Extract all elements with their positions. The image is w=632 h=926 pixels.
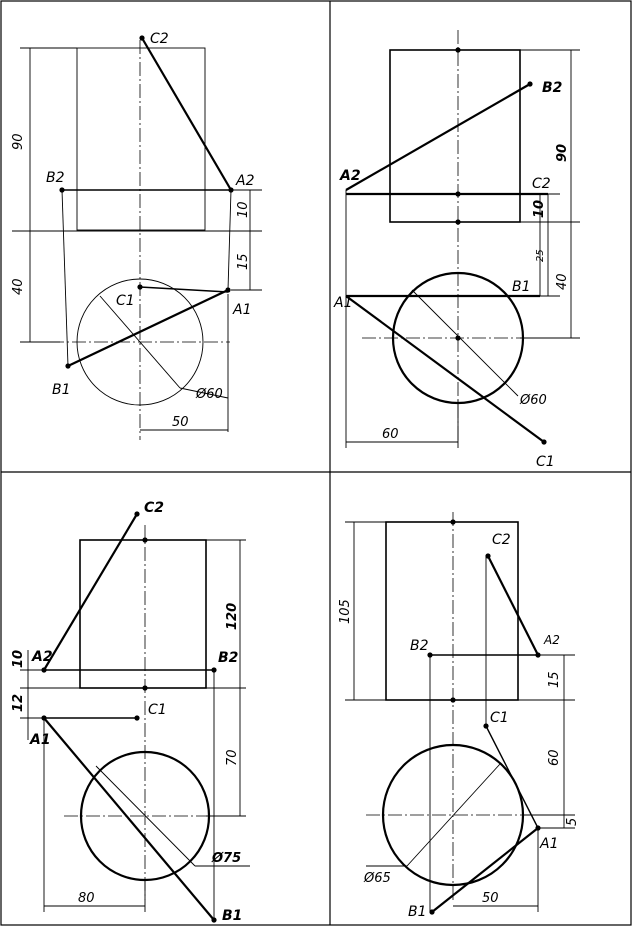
cylinder-front-view	[390, 50, 520, 222]
dim-dia: Ø60	[196, 387, 223, 402]
label-c1: C1	[490, 710, 509, 726]
label-c1: C1	[536, 454, 555, 470]
dim-60: 60	[547, 749, 562, 766]
segment-c2-a2	[142, 38, 231, 190]
dim-50: 50	[482, 891, 499, 906]
dim-15: 15	[236, 253, 251, 270]
segment-c2-a2	[488, 556, 538, 655]
dim-50: 50	[172, 415, 189, 430]
dim-dia: Ø60	[520, 393, 547, 408]
dim-15: 15	[547, 671, 562, 688]
dim-40: 40	[11, 278, 26, 295]
label-b1: B1	[52, 382, 71, 398]
label-a1: A1	[334, 295, 353, 311]
label-a2: A2	[32, 649, 53, 665]
dim-5: 5	[565, 817, 580, 826]
dim-12: 12	[11, 693, 26, 712]
label-a1: A1	[540, 836, 559, 852]
label-b2: B2	[46, 170, 65, 186]
projection-line	[228, 190, 231, 290]
projection-line	[62, 190, 68, 366]
label-b1: B1	[512, 279, 531, 295]
segment-c1-a1	[486, 726, 538, 828]
panel-3	[11, 500, 250, 924]
label-c1: C1	[116, 293, 135, 309]
dim-10: 10	[236, 201, 251, 218]
dim-90: 90	[11, 133, 26, 150]
panel-2	[333, 30, 580, 470]
label-b2: B2	[542, 80, 563, 96]
segment-a2-b2	[346, 84, 530, 190]
segment-c2-a2	[44, 514, 137, 670]
dim-120: 120	[225, 602, 240, 630]
dim-80: 80	[78, 891, 95, 906]
label-a2: A2	[236, 173, 255, 189]
dim-dia: Ø75	[212, 851, 242, 866]
label-c2: C2	[150, 31, 169, 47]
panel-4	[338, 512, 580, 920]
label-a1: A1	[30, 732, 51, 748]
label-b2: B2	[410, 638, 429, 654]
label-b2: B2	[218, 650, 239, 666]
label-c1: C1	[148, 702, 167, 718]
dim-10: 10	[532, 199, 547, 218]
segment-c1-a1	[140, 287, 228, 292]
dim-line	[412, 290, 518, 396]
dim-60: 60	[382, 427, 399, 442]
dim-40: 40	[555, 273, 570, 290]
dim-dia: Ø65	[364, 871, 391, 886]
label-a2: A2	[340, 168, 361, 184]
label-c2: C2	[532, 176, 551, 192]
cylinder-front-view	[386, 522, 518, 700]
cylinder-front-view	[80, 540, 206, 688]
segment-a1-b1	[44, 718, 214, 920]
panel-1	[11, 31, 262, 440]
label-b1: B1	[408, 904, 427, 920]
dim-25: 25	[535, 249, 546, 262]
label-b1: B1	[222, 908, 243, 924]
label-a2: A2	[544, 633, 560, 647]
dim-105: 105	[338, 599, 353, 624]
cylinder-front-view	[77, 48, 205, 230]
dim-90: 90	[555, 143, 570, 162]
label-c2: C2	[144, 500, 165, 516]
dim-10: 10	[11, 649, 26, 668]
label-c2: C2	[492, 532, 511, 548]
label-a1: A1	[233, 302, 252, 318]
dim-70: 70	[225, 749, 240, 766]
